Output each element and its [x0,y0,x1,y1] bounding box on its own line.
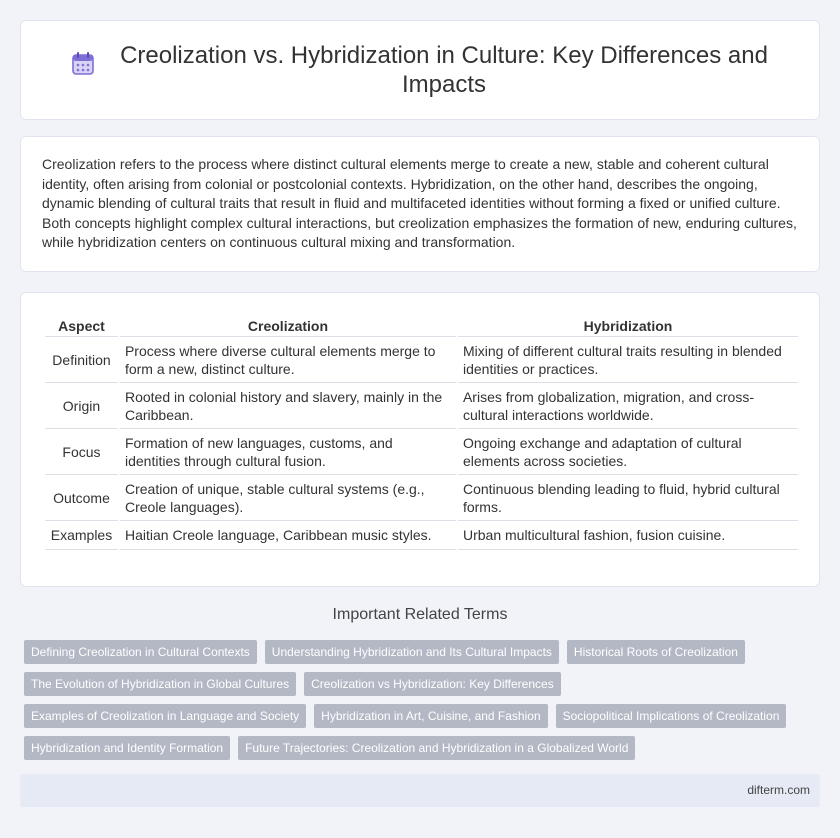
tag-row [24,672,824,696]
title-wrap [70,41,770,99]
tag-row [24,736,824,760]
related-terms-list [24,640,824,768]
table-row [45,339,798,383]
row-hybridization: Arises from globalization, migration, and cross-cultural interactions worldwide. [458,385,798,429]
row-aspect: Origin [45,385,118,429]
calendar-icon [70,51,96,77]
footer [20,774,820,807]
tag-row [24,704,824,728]
related-term-tag[interactable]: Future Trajectories: Creolization and Hybridization in a Globalized World [238,736,635,760]
row-aspect: Definition [45,339,118,383]
related-term-tag[interactable]: Hybridization in Art, Cuisine, and Fashion [314,704,547,728]
column-header-creolization: Creolization [120,315,456,337]
related-term-tag[interactable]: Defining Creolization in Cultural Contexts [24,640,257,664]
table-header-row [45,315,798,337]
tag-row [24,640,824,664]
related-term-tag[interactable]: Hybridization and Identity Formation [24,736,230,760]
row-creolization: Formation of new languages, customs, and identities through cultural fusion. [120,431,456,475]
row-aspect: Focus [45,431,118,475]
page-title: Creolization vs. Hybridization in Culture: Key Differences and Impacts [120,42,768,98]
related-term-tag[interactable]: Understanding Hybridization and Its Cultural Impacts [265,640,559,664]
title-card [20,20,820,120]
related-term-tag[interactable]: Examples of Creolization in Language and Society [24,704,306,728]
intro-card [20,136,820,272]
row-creolization: Process where diverse cultural elements merge to form a new, distinct culture. [120,339,456,383]
table-row [45,431,798,475]
row-hybridization: Continuous blending leading to fluid, hybrid cultural forms. [458,477,798,521]
related-term-tag[interactable]: The Evolution of Hybridization in Global Cultures [24,672,296,696]
row-hybridization: Ongoing exchange and adaptation of cultural elements across societies. [458,431,798,475]
row-aspect: Outcome [45,477,118,521]
related-term-tag[interactable]: Creolization vs Hybridization: Key Differences [304,672,561,696]
row-creolization: Rooted in colonial history and slavery, mainly in the Caribbean. [120,385,456,429]
row-creolization: Haitian Creole language, Caribbean music styles. [120,523,456,550]
table-row [45,385,798,429]
related-terms-title: Important Related Terms [332,606,508,623]
related-term-tag[interactable]: Sociopolitical Implications of Creolization [556,704,787,728]
row-hybridization: Urban multicultural fashion, fusion cuisine. [458,523,798,550]
row-creolization: Creation of unique, stable cultural systems (e.g., Creole languages). [120,477,456,521]
row-aspect: Examples [45,523,118,550]
intro-paragraph: Creolization refers to the process where distinct cultural elements merge to create a new, stable and coherent cultural identity, often arising from colonial or postcolonial contexts. Hybridization, on the other hand, describes the ongoing, dynamic blending of cultural traits that result in fluid and multifaceted identities without forming a fixed or unified culture. Both concepts highlight complex cultural interactions, but creolization emphasizes the formation of new, enduring cultures, while hybridization centers on continuous cultural mixing and transformation. [42,156,797,251]
column-header-hybridization: Hybridization [458,315,798,337]
footer-site-link[interactable]: difterm.com [747,783,810,797]
table-row [45,523,798,550]
column-header-aspect: Aspect [45,315,118,337]
comparison-table [43,313,800,552]
related-term-tag[interactable]: Historical Roots of Creolization [567,640,745,664]
row-hybridization: Mixing of different cultural traits resulting in blended identities or practices. [458,339,798,383]
table-row [45,477,798,521]
comparison-card [20,292,820,587]
